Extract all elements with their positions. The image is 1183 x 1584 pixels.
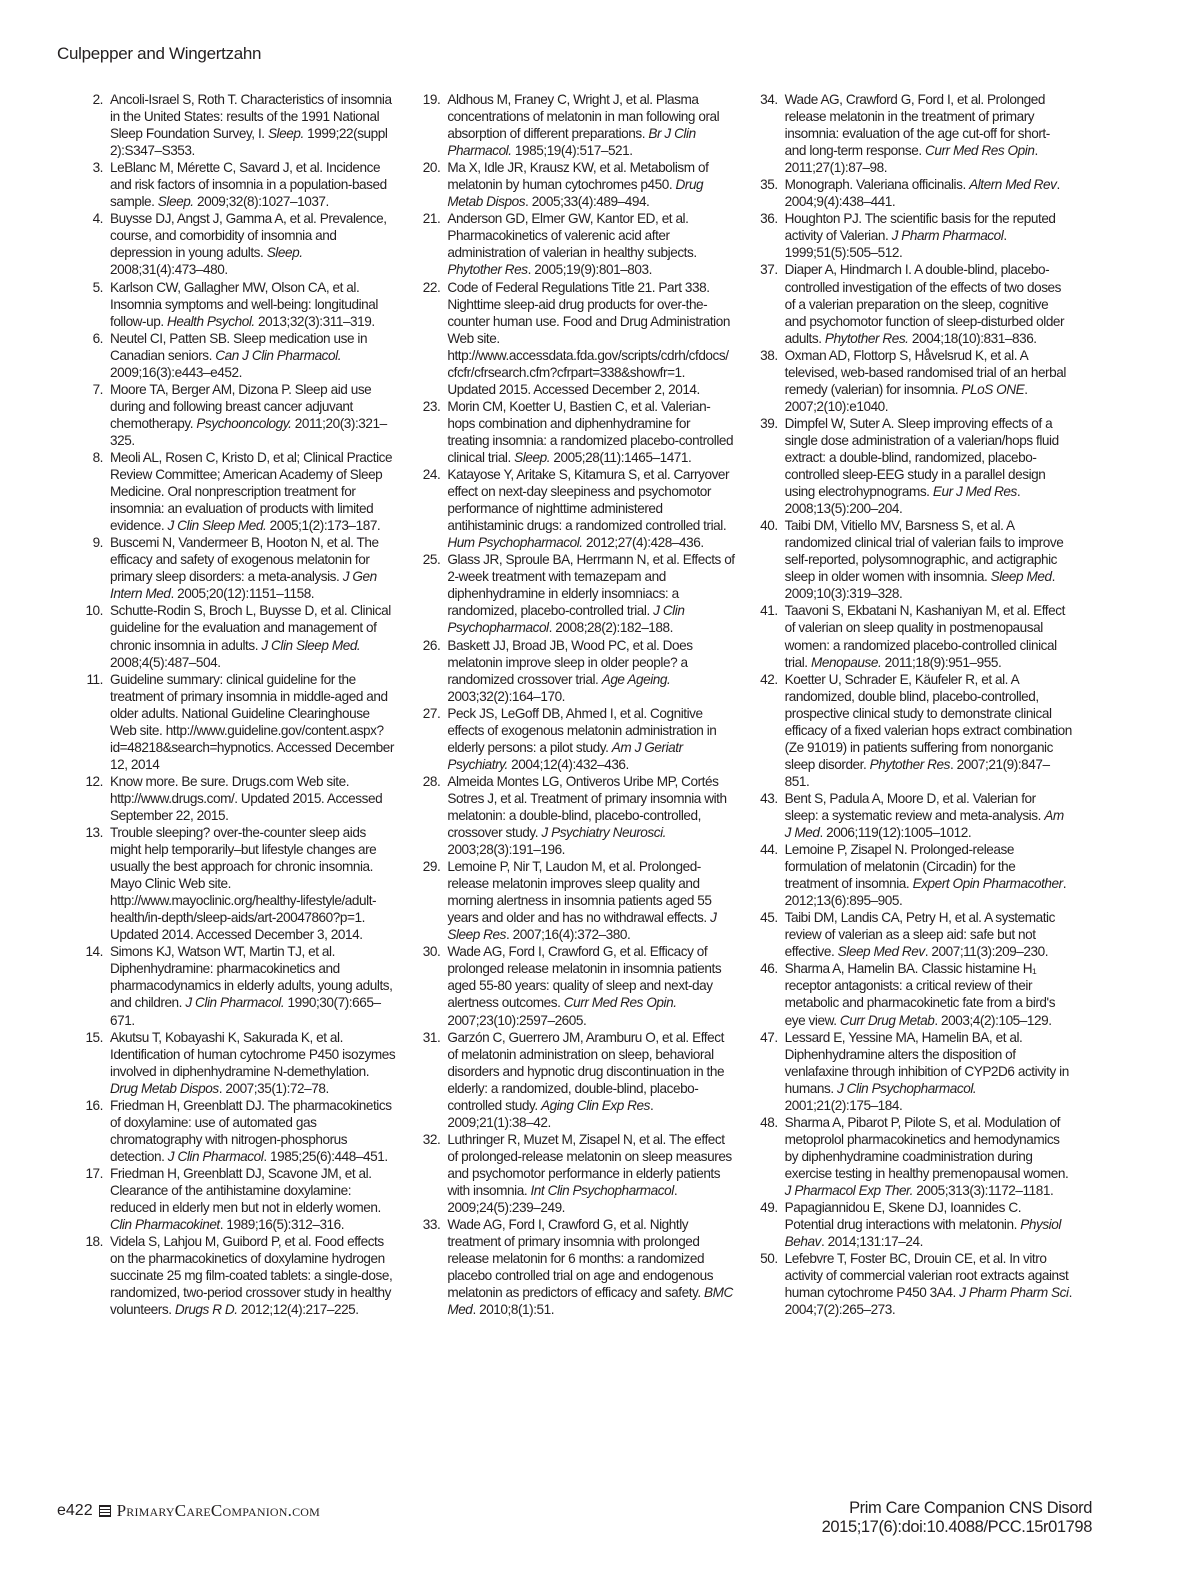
reference-number: 11. bbox=[86, 671, 103, 687]
reference-citation: . 2007;11(3):209–230. bbox=[924, 944, 1049, 960]
reference-journal: J Pharmacol Exp Ther. bbox=[784, 1183, 913, 1198]
reference-item bbox=[757, 960, 1072, 1028]
reference-item bbox=[419, 398, 734, 466]
reference-citation: 2004;12(4):432–436. bbox=[507, 756, 629, 772]
reference-citation: . 2007;2(10):e1040. bbox=[784, 381, 1028, 414]
reference-item bbox=[757, 261, 1072, 346]
reference-number: 3. bbox=[92, 160, 103, 176]
reference-number: 19. bbox=[422, 92, 441, 107]
reference-citation: . 2005;33(4):489–494. bbox=[525, 194, 650, 210]
reference-item bbox=[757, 517, 1072, 602]
reference-item bbox=[419, 773, 734, 858]
reference-citation: . 2005;20(12):1151–1158. bbox=[170, 586, 315, 602]
reference-text: Papagiannidou E, Skene DJ, Ioannides C. Potential drug interactions with melatonin. bbox=[784, 1200, 1022, 1233]
reference-number: 9. bbox=[92, 535, 103, 551]
reference-number: 4. bbox=[92, 211, 103, 227]
reference-number: 18. bbox=[85, 1234, 103, 1250]
reference-journal: Sleep. bbox=[514, 449, 551, 465]
reference-text: Koetter U, Schrader E, Käufeler R, et al. A randomized, double blind, placebo-controlled, prospective clinical study to demonstrate clinical efficacy of a fixed valerian hops extract combination (Ze 91019) in patients suffering from nonorganic sleep disorder. bbox=[784, 671, 1072, 772]
reference-citation: . 2014;131:17–24. bbox=[820, 1234, 923, 1250]
reference-journal: J Clin Pharmacol. bbox=[185, 995, 285, 1011]
reference-item bbox=[82, 1165, 397, 1233]
reference-journal: Sleep. bbox=[267, 126, 304, 142]
reference-text: Sharma A, Pibarot P, Pilote S, et al. Modulation of metoprolol pharmacokinetics and hemodynamics by diphenhydramine coadministration during exercise testing in healthy premenopausal women. bbox=[784, 1114, 1069, 1181]
reference-text: Lefebvre T, Foster BC, Drouin CE, et al. In vitro activity of commercial valerian root extracts against human cytochrome P450 3A4. bbox=[784, 1251, 1069, 1301]
reference-journal: Int Clin Psychopharmacol bbox=[530, 1183, 674, 1198]
reference-number: 45. bbox=[760, 910, 778, 926]
reference-text: Buysse DJ, Angst J, Gamma A, et al. Prevalence, course, and comorbidity of insomnia and depression in young adults. bbox=[110, 211, 387, 261]
reference-item bbox=[82, 330, 397, 381]
reference-text: Sharma A, Hamelin BA. Classic histamine H₁ receptor antagonists: a critical review of their metabolic and pharmacokinetic fate from a bird's eye view. bbox=[784, 961, 1056, 1028]
reference-citation: . 2009;24(5):239–249. bbox=[447, 1183, 678, 1216]
reference-journal: Aging Clin Exp Res bbox=[540, 1097, 650, 1113]
reference-number: 5. bbox=[92, 279, 103, 295]
reference-citation: 2012;12(4):217–225. bbox=[237, 1302, 359, 1318]
reference-citation: . 2008;28(2):182–188. bbox=[548, 620, 673, 636]
reference-citation: . 2009;10(3):319–328. bbox=[784, 569, 1055, 602]
reference-item bbox=[82, 671, 397, 773]
reference-number: 47. bbox=[760, 1029, 778, 1045]
reference-citation: 2003;28(3):191–196. bbox=[447, 842, 566, 858]
reference-citation: . 2004;7(2):265–273. bbox=[784, 1285, 1072, 1318]
reference-item bbox=[82, 279, 397, 330]
reference-number: 25. bbox=[422, 552, 441, 568]
reference-number: 29. bbox=[422, 859, 441, 875]
reference-list bbox=[82, 91, 1072, 1318]
reference-journal: Physiol Behav bbox=[784, 1217, 1061, 1250]
reference-text: Bent S, Padula A, Moore D, et al. Valerian for sleep: a systematic review and meta-analysis. bbox=[784, 790, 1045, 823]
square-bullet-icon bbox=[99, 1505, 111, 1517]
reference-item bbox=[757, 415, 1072, 517]
reference-item bbox=[82, 91, 397, 159]
reference-text: Friedman H, Greenblatt DJ, Scavone JM, et al. Clearance of the antihistamine doxylamine: reduced in elderly men but not in elderly women. bbox=[110, 1165, 381, 1216]
reference-journal: J Clin Psychopharmacol bbox=[447, 603, 685, 636]
reference-citation: . 2010;8(1):51. bbox=[472, 1302, 555, 1318]
reference-item bbox=[419, 1131, 734, 1216]
reference-item bbox=[419, 159, 734, 210]
reference-journal: Menopause. bbox=[810, 654, 882, 670]
reference-text: Almeida Montes LG, Ontiveros Uribe MP, Cortés Sotres J, et al. Treatment of primary insomnia with melatonin: a double-blind, placebo-controlled, crossover study. bbox=[447, 773, 727, 841]
reference-citation: 1999;22(suppl 2):S347–S353. bbox=[110, 126, 388, 159]
reference-number: 23. bbox=[422, 398, 441, 414]
reference-citation: 2001;21(2):175–184. bbox=[784, 1097, 903, 1113]
reference-journal: J Clin Sleep Med. bbox=[167, 518, 267, 534]
reference-item bbox=[82, 943, 397, 1028]
reference-number: 8. bbox=[92, 449, 103, 465]
reference-journal: Sleep. bbox=[266, 245, 303, 261]
reference-text: Friedman H, Greenblatt DJ. The pharmacokinetics of doxylamine: use of automated gas chromatography with nitrogen-phosphorus detection. bbox=[110, 1097, 392, 1164]
reference-item bbox=[82, 210, 397, 278]
reference-text: Schutte-Rodin S, Broch L, Buysse D, et al. Clinical guideline for the evaluation and management of chronic insomnia in adults. bbox=[110, 603, 391, 653]
reference-number: 17. bbox=[85, 1165, 103, 1181]
reference-journal: Clin Pharmacokinet bbox=[110, 1217, 220, 1233]
reference-journal: Health Psychol. bbox=[167, 313, 255, 329]
reference-text: Garzón C, Guerrero JM, Aramburu O, et al. Effect of melatonin administration on sleep, behavioral disorders and hypnotic drug discontinuation in the elderly: a randomized, double-blind, placebo-controlled study. bbox=[447, 1029, 725, 1113]
reference-item bbox=[82, 1233, 397, 1318]
reference-item bbox=[82, 381, 397, 449]
reference-number: 12. bbox=[85, 773, 103, 789]
reference-journal: Am J Med bbox=[784, 807, 1064, 841]
reference-item bbox=[757, 176, 1072, 210]
reference-number: 7. bbox=[92, 381, 103, 397]
reference-citation: . 2005;19(9):801–803. bbox=[527, 262, 652, 278]
reference-citation: 2009;32(8):1027–1037. bbox=[193, 194, 329, 210]
reference-item bbox=[419, 279, 734, 398]
reference-number: 43. bbox=[760, 790, 778, 806]
reference-text: Glass JR, Sproule BA, Herrmann N, et al. Effects of 2-week treatment with temazepam and diphenhydramine in elderly insomniacs: a randomized, placebo-controlled trial. bbox=[447, 552, 735, 619]
reference-item bbox=[757, 671, 1072, 790]
reference-citation: 2005;313(3):1172–1181. bbox=[912, 1183, 1054, 1198]
reference-journal: Drugs R D. bbox=[174, 1302, 238, 1318]
reference-text: Trouble sleeping? over-the-counter sleep aids might help temporarily–but lifestyle changes are usually the best approach for chronic insomnia. Mayo Clinic Web site. http://www.mayoclinic.org/healthy-lifestyle/adult-health/in-depth/sleep-aids/art-20047860?p=1. Updated 2014. Accessed December 3, 2014. bbox=[110, 825, 377, 943]
reference-text: Taibi DM, Landis CA, Petry H, et al. A systematic review of valerian as a sleep aid: safe but not effective. bbox=[784, 910, 1055, 960]
reference-text: Peck JS, LeGoff DB, Ahmed I, et al. Cognitive effects of exogenous melatonin administration in elderly persons: a pilot study. bbox=[447, 705, 717, 755]
reference-text: Luthringer R, Muzet M, Zisapel N, et al. The effect of prolonged-release melatonin on sleep measures and psychomotor performance in elderly patients with insomnia. bbox=[447, 1131, 732, 1198]
reference-text: Lemoine P, Nir T, Laudon M, et al. Prolonged-release melatonin improves sleep quality and morning alertness in insomnia patients aged 55 years and older and has no withdrawal effects. bbox=[447, 859, 712, 926]
reference-text: LeBlanc M, Mérette C, Savard J, et al. Incidence and risk factors of insomnia in a population-based sample. bbox=[110, 160, 387, 210]
reference-item bbox=[419, 91, 734, 159]
reference-journal: Age Ageing. bbox=[601, 671, 671, 687]
reference-number: 31. bbox=[422, 1029, 441, 1045]
reference-item bbox=[419, 943, 734, 1028]
reference-number: 46. bbox=[760, 961, 778, 977]
journal-name: Prim Care Companion CNS Disord bbox=[849, 1499, 1092, 1517]
reference-text: Aldhous M, Franey C, Wright J, et al. Plasma concentrations of melatonin in man following oral absorption of different preparations. bbox=[447, 92, 720, 142]
reference-journal: Am J Geriatr Psychiatry. bbox=[447, 739, 683, 772]
reference-journal: Drug Metab Dispos bbox=[110, 1080, 219, 1096]
reference-journal: Psychooncology. bbox=[196, 415, 292, 431]
reference-journal: Phytother Res bbox=[869, 756, 950, 772]
reference-text: Moore TA, Berger AM, Dizona P. Sleep aid use during and following breast cancer adjuvant chemotherapy. bbox=[110, 381, 372, 431]
reference-item bbox=[757, 909, 1072, 960]
reference-number: 44. bbox=[760, 842, 778, 858]
reference-text: Wade AG, Ford I, Crawford G, et al. Efficacy of prolonged release melatonin in insomnia patients aged 55-80 years: quality of sleep and next-day alertness outcomes. bbox=[447, 944, 722, 1011]
reference-citation: 2009;16(3):e443–e452. bbox=[110, 364, 242, 380]
reference-item bbox=[757, 841, 1072, 909]
reference-text: Baskett JJ, Broad JB, Wood PC, et al. Does melatonin improve sleep in older people? a randomized crossover trial. bbox=[447, 637, 693, 687]
reference-journal: PLoS ONE bbox=[961, 381, 1025, 397]
reference-number: 30. bbox=[422, 944, 441, 960]
reference-item bbox=[82, 1029, 397, 1097]
reference-item bbox=[419, 1216, 734, 1318]
reference-number: 27. bbox=[422, 705, 441, 721]
reference-citation: . 2006;119(12):1005–1012. bbox=[819, 825, 972, 841]
reference-item bbox=[757, 790, 1072, 841]
reference-journal: Br J Clin Pharmacol. bbox=[447, 126, 696, 159]
reference-number: 16. bbox=[85, 1097, 103, 1113]
reference-text: Lemoine P, Zisapel N. Prolonged-release formulation of melatonin (Circadin) for the treatment of insomnia. bbox=[784, 842, 1016, 892]
reference-number: 41. bbox=[760, 603, 778, 619]
reference-journal: J Gen Intern Med bbox=[110, 569, 377, 602]
reference-item bbox=[82, 602, 397, 670]
footer bbox=[0, 1499, 1183, 1537]
reference-citation: . 2007;16(4):372–380. bbox=[506, 927, 631, 943]
reference-number: 39. bbox=[760, 415, 778, 431]
reference-number: 42. bbox=[760, 671, 778, 687]
reference-journal: J Psychiatry Neurosci. bbox=[541, 825, 666, 841]
reference-item bbox=[757, 210, 1072, 261]
reference-citation: 2003;32(2):164–170. bbox=[447, 688, 566, 704]
reference-number: 20. bbox=[422, 160, 441, 176]
reference-number: 33. bbox=[422, 1217, 441, 1233]
reference-number: 35. bbox=[760, 177, 778, 193]
reference-citation: . 2003;4(2):105–129. bbox=[934, 1012, 1052, 1028]
reference-number: 15. bbox=[85, 1029, 103, 1045]
running-head: Culpepper and Wingertzahn bbox=[57, 44, 262, 63]
reference-text: Code of Federal Regulations Title 21. Part 338. Nighttime sleep-aid drug products for over-the-counter human use. Food and Drug Administration Web site. http://www.accessdata.fda.gov/scripts/cdrh/cfdocs/cfcfr/cfrsearch.cfm?cfrpart=338&showfr=1. Updated 2015. Accessed December 2, 2014. bbox=[447, 279, 730, 397]
reference-number: 49. bbox=[760, 1200, 778, 1216]
reference-citation: 1990;30(7):665–671. bbox=[110, 995, 381, 1028]
reference-citation: . 1989;16(5):312–316. bbox=[219, 1217, 345, 1233]
reference-text: Ancoli-Israel S, Roth T. Characteristics of insomnia in the United States: results of the 1991 National Sleep Foundation Survey, I. bbox=[110, 92, 392, 142]
reference-item bbox=[82, 449, 397, 534]
reference-text: Houghton PJ. The scientific basis for the reputed activity of Valerian. bbox=[784, 211, 1056, 244]
reference-text: Taibi DM, Vitiello MV, Barsness S, et al. A randomized clinical trial of valerian fails to improve self-reported, polysomnographic, and actigraphic sleep in older women with insomnia. bbox=[784, 518, 1064, 585]
reference-citation: . 2008;13(5):200–204. bbox=[784, 484, 1021, 517]
reference-text: Katayose Y, Aritake S, Kitamura S, et al. Carryover effect on next-day sleepiness and psychomotor performance of nighttime administered antihistaminic drugs: a randomized controlled trial. bbox=[447, 467, 730, 534]
reference-item bbox=[757, 1199, 1072, 1250]
site-name: PrimaryCareCompanion.com bbox=[116, 1501, 321, 1520]
reference-citation: . 2007;35(1):72–78. bbox=[218, 1080, 329, 1096]
reference-text: Karlson CW, Gallagher MW, Olson CA, et al. Insomnia symptoms and well-being: longitudinal follow-up. bbox=[110, 279, 378, 329]
reference-citation: . 2007;21(9):847–851. bbox=[784, 756, 1050, 789]
reference-journal: Expert Opin Pharmacother bbox=[912, 876, 1063, 892]
reference-text: Oxman AD, Flottorp S, Håvelsrud K, et al. A televised, web-based randomised trial of an herbal remedy (valerian) for insomnia. bbox=[784, 347, 1066, 397]
reference-text: Monograph. Valeriana officinalis. bbox=[784, 177, 970, 193]
reference-journal: J Clin Psychopharmacol. bbox=[836, 1080, 977, 1096]
reference-journal: Altern Med Rev bbox=[969, 177, 1057, 193]
reference-item bbox=[419, 466, 734, 551]
reference-item bbox=[82, 1097, 397, 1165]
reference-text: Buscemi N, Vandermeer B, Hooton N, et al. The efficacy and safety of exogenous melatonin for primary sleep disorders: a meta-analysis. bbox=[110, 535, 379, 585]
reference-text: Taavoni S, Ekbatani N, Kashaniyan M, et al. Effect of valerian on sleep quality in postmenopausal women: a randomized placebo-controlled clinical trial. bbox=[784, 603, 1065, 670]
reference-item bbox=[419, 210, 734, 278]
reference-item bbox=[82, 824, 397, 943]
reference-number: 32. bbox=[422, 1131, 441, 1147]
reference-number: 10. bbox=[85, 603, 103, 619]
reference-journal: Curr Med Res Opin. bbox=[563, 995, 677, 1011]
reference-number: 13. bbox=[85, 825, 103, 841]
reference-text: Morin CM, Koetter U, Bastien C, et al. Valerian-hops combination and diphenhydramine for treating insomnia: a randomized placebo-controlled clinical trial. bbox=[447, 398, 734, 465]
reference-citation: 2011;20(3):321–325. bbox=[110, 415, 387, 448]
doi-citation: 2015;17(6):doi:10.4088/PCC.15r01798 bbox=[821, 1518, 1092, 1536]
reference-journal: Drug Metab Dispos bbox=[447, 177, 704, 210]
reference-journal: J Clin Sleep Med. bbox=[261, 637, 361, 653]
reference-citation: 2005;1(2):173–187. bbox=[266, 518, 381, 534]
reference-item bbox=[82, 773, 397, 824]
reference-journal: J Pharm Pharm Sci bbox=[959, 1285, 1069, 1301]
reference-journal: Curr Med Res Opin bbox=[924, 143, 1035, 159]
reference-journal: Eur J Med Res bbox=[932, 484, 1017, 500]
reference-citation: . 2009;21(1):38–42. bbox=[447, 1097, 654, 1130]
reference-item bbox=[419, 637, 734, 705]
reference-number: 24. bbox=[422, 467, 441, 483]
reference-item bbox=[82, 534, 397, 602]
reference-text: Anderson GD, Elmer GW, Kantor ED, et al. Pharmacokinetics of valerenic acid after administration of valerian in healthy subjects. bbox=[447, 211, 697, 261]
reference-journal: Hum Psychopharmacol. bbox=[447, 535, 583, 551]
reference-journal: J Pharm Pharmacol bbox=[891, 228, 1004, 244]
reference-number: 14. bbox=[85, 944, 103, 960]
reference-item bbox=[757, 602, 1072, 670]
reference-citation: . 1999;51(5):505–512. bbox=[784, 228, 1007, 261]
reference-text: Neutel CI, Patten SB. Sleep medication use in Canadian seniors. bbox=[110, 330, 368, 363]
reference-text: Diaper A, Hindmarch I. A double-blind, placebo-controlled investigation of the effects of two doses of a valerian preparation on the sleep, cognitive and psychomotor function of sleep-disturbed older adults. bbox=[784, 262, 1065, 346]
reference-number: 37. bbox=[760, 262, 778, 278]
reference-number: 40. bbox=[760, 518, 778, 534]
reference-number: 50. bbox=[760, 1251, 778, 1267]
page-number: e422 bbox=[57, 1502, 93, 1519]
reference-item bbox=[757, 347, 1072, 415]
reference-text: Ma X, Idle JR, Krausz KW, et al. Metabolism of melatonin by human cytochromes p450. bbox=[447, 160, 709, 193]
reference-citation: 1985;19(4):517–521. bbox=[511, 143, 633, 159]
reference-journal: Sleep. bbox=[157, 194, 194, 210]
reference-item bbox=[757, 1114, 1072, 1199]
reference-item bbox=[757, 1250, 1072, 1318]
reference-number: 26. bbox=[422, 637, 441, 653]
reference-text: Meoli AL, Rosen C, Kristo D, et al; Clinical Practice Review Committee; American Academy of Sleep Medicine. Oral nonprescription treatment for insomnia: an evaluation of products with limited evidence. bbox=[110, 449, 393, 534]
reference-text: Lessard E, Yessine MA, Hamelin BA, et al. Diphenhydramine alters the disposition of venlafaxine through inhibition of CYP2D6 activity in humans. bbox=[784, 1029, 1069, 1096]
reference-journal: Phytother Res. bbox=[824, 330, 909, 346]
reference-journal: Can J Clin Pharmacol. bbox=[215, 347, 342, 363]
reference-item bbox=[419, 1029, 734, 1131]
reference-citation: 2012;27(4):428–436. bbox=[582, 535, 704, 551]
reference-citation: . 2012;13(6):895–905. bbox=[784, 876, 1067, 909]
reference-journal: Curr Drug Metab bbox=[839, 1012, 935, 1028]
reference-item bbox=[419, 858, 734, 943]
reference-journal: J Sleep Res bbox=[447, 910, 717, 943]
reference-text: Akutsu T, Kobayashi K, Sakurada K, et al. Identification of human cytochrome P450 isozymes involved in diphenhydramine N-demethylation. bbox=[110, 1029, 396, 1079]
reference-citation: . 2004;9(4):438–441. bbox=[784, 177, 1060, 210]
reference-item bbox=[757, 1029, 1072, 1114]
reference-citation: 2008;4(5):487–504. bbox=[110, 654, 221, 670]
reference-number: 22. bbox=[422, 279, 441, 295]
reference-text: Dimpfel W, Suter A. Sleep improving effects of a single dose administration of a valerian/hops fluid extract: a double-blind, randomized, placebo-controlled sleep-EEG study in a parallel design using electrohypnograms. bbox=[784, 415, 1059, 500]
reference-number: 2. bbox=[92, 92, 103, 107]
reference-citation: . 1985;25(6):448–451. bbox=[263, 1148, 388, 1164]
reference-text: Know more. Be sure. Drugs.com Web site. http://www.drugs.com/. Updated 2015. Accessed September 22, 2015. bbox=[110, 773, 383, 823]
reference-citation: 2007;23(10):2597–2605. bbox=[447, 1012, 587, 1028]
reference-number: 38. bbox=[760, 347, 778, 363]
reference-citation: 2005;28(11):1465–1471. bbox=[550, 449, 692, 465]
reference-number: 6. bbox=[92, 330, 103, 346]
reference-journal: Sleep Med bbox=[990, 569, 1052, 585]
reference-text: Guideline summary: clinical guideline for the treatment of primary insomnia in middle-aged and older adults. National Guideline Clearinghouse Web site. http://www.guideline.gov/content.aspx?id=48218&search=hypnotics. Accessed December 12, 2014 bbox=[110, 671, 394, 772]
reference-text: Videla S, Lahjou M, Guibord P, et al. Food effects on the pharmacokinetics of doxylamine hydrogen succinate 25 mg film-coated tablets: a single-dose, randomized, two-period crossover study in healthy volunteers. bbox=[110, 1234, 393, 1318]
reference-citation: 2013;32(3):311–319. bbox=[254, 313, 375, 329]
reference-number: 48. bbox=[760, 1114, 778, 1130]
reference-number: 36. bbox=[760, 211, 778, 227]
reference-citation: 2011;18(9):951–955. bbox=[881, 654, 1002, 670]
footer-citation bbox=[822, 1499, 1092, 1537]
reference-text: Simons KJ, Watson WT, Martin TJ, et al. Diphenhydramine: pharmacokinetics and pharmacodynamics in elderly adults, young adults, and children. bbox=[110, 944, 393, 1011]
reference-text: Wade AG, Ford I, Crawford G, et al. Nightly treatment of primary insomnia with prolonged release melatonin for 6 months: a randomized placebo controlled trial on age and endogenous melatonin as predictors of efficacy and safety. bbox=[447, 1217, 714, 1301]
reference-citation: . 2011;27(1):87–98. bbox=[784, 143, 1038, 176]
reference-number: 34. bbox=[760, 92, 778, 107]
reference-item bbox=[82, 159, 397, 210]
reference-journal: Phytother Res bbox=[447, 262, 528, 278]
footer-left bbox=[57, 1501, 320, 1521]
reference-item bbox=[419, 551, 734, 636]
reference-journal: Sleep Med Rev bbox=[837, 944, 925, 960]
reference-text: Wade AG, Crawford G, Ford I, et al. Prolonged release melatonin in the treatment of primary insomnia: evaluation of the age cut-off for short- and long-term response. bbox=[784, 92, 1050, 159]
reference-journal: J Clin Pharmacol bbox=[167, 1148, 264, 1164]
reference-item bbox=[757, 91, 1072, 176]
reference-journal: BMC Med bbox=[447, 1285, 733, 1318]
reference-citation: 2008;31(4):473–480. bbox=[110, 262, 228, 278]
reference-citation: 2004;18(10):831–836. bbox=[908, 330, 1037, 346]
reference-number: 28. bbox=[422, 773, 441, 789]
reference-item bbox=[419, 705, 734, 773]
reference-number: 21. bbox=[422, 211, 441, 227]
spacer bbox=[0, 1318, 1183, 1499]
